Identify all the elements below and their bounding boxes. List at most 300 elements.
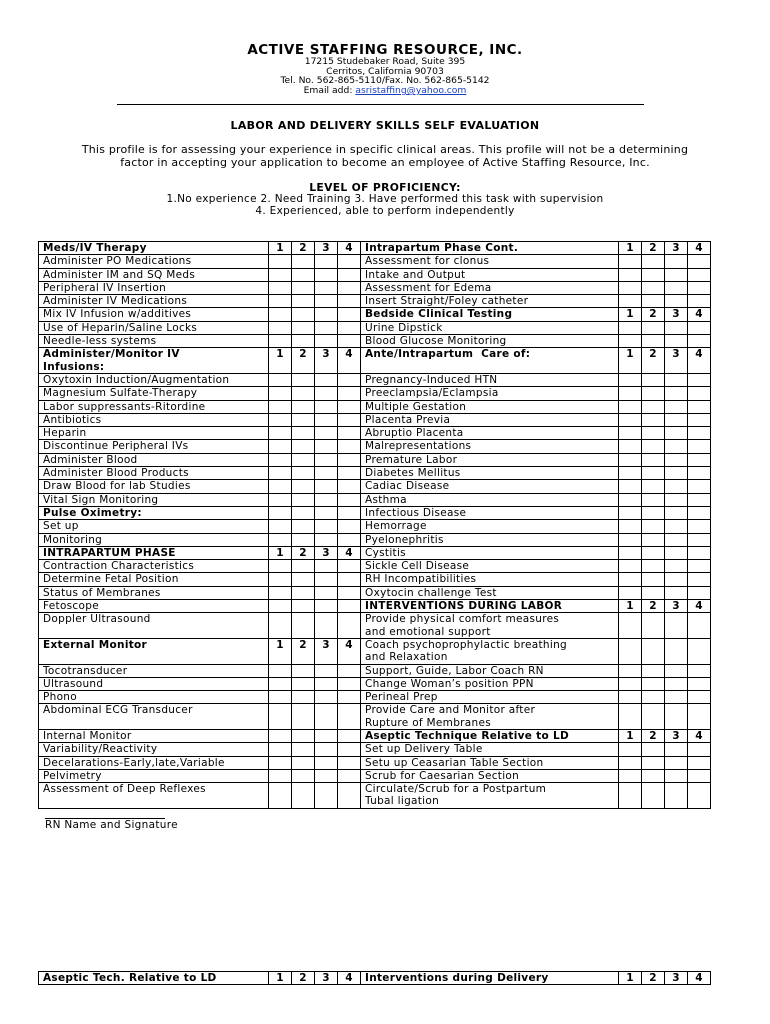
- level-3-cell[interactable]: [315, 268, 338, 281]
- level-2-cell[interactable]: [292, 783, 315, 809]
- level-4-cell[interactable]: [688, 480, 711, 493]
- level-3-cell[interactable]: [665, 440, 688, 453]
- level-3-cell[interactable]: [315, 308, 338, 321]
- level-1-cell[interactable]: [619, 783, 642, 809]
- level-3-cell[interactable]: [315, 453, 338, 466]
- level-3-cell[interactable]: 3: [665, 242, 688, 255]
- level-3-cell[interactable]: [315, 281, 338, 294]
- level-1-cell[interactable]: [269, 295, 292, 308]
- level-1-cell[interactable]: [619, 638, 642, 664]
- level-3-cell[interactable]: [665, 677, 688, 690]
- level-1-cell[interactable]: [269, 769, 292, 782]
- level-4-cell[interactable]: [338, 281, 361, 294]
- level-2-cell[interactable]: [292, 756, 315, 769]
- level-1-cell[interactable]: [269, 520, 292, 533]
- level-3-cell[interactable]: 3: [315, 546, 338, 559]
- level-1-cell[interactable]: [269, 586, 292, 599]
- level-4-cell[interactable]: [338, 427, 361, 440]
- level-3-cell[interactable]: [665, 743, 688, 756]
- level-2-cell[interactable]: [292, 677, 315, 690]
- level-3-cell[interactable]: [665, 546, 688, 559]
- level-3-cell[interactable]: 3: [665, 308, 688, 321]
- level-3-cell[interactable]: [315, 756, 338, 769]
- level-4-cell[interactable]: [688, 400, 711, 413]
- level-1-cell[interactable]: [269, 664, 292, 677]
- level-3-cell[interactable]: [665, 560, 688, 573]
- level-4-cell[interactable]: [338, 573, 361, 586]
- level-4-cell[interactable]: [688, 321, 711, 334]
- level-4-cell[interactable]: [688, 295, 711, 308]
- level-1-cell[interactable]: [269, 756, 292, 769]
- level-2-cell[interactable]: [642, 467, 665, 480]
- level-4-cell[interactable]: [688, 335, 711, 348]
- level-4-cell[interactable]: [338, 743, 361, 756]
- level-1-cell[interactable]: 1: [269, 242, 292, 255]
- level-1-cell[interactable]: [269, 281, 292, 294]
- level-1-cell[interactable]: [269, 321, 292, 334]
- level-1-cell[interactable]: [619, 573, 642, 586]
- level-1-cell[interactable]: [269, 480, 292, 493]
- level-2-cell[interactable]: [642, 520, 665, 533]
- level-1-cell[interactable]: [619, 691, 642, 704]
- level-2-cell[interactable]: [292, 769, 315, 782]
- level-1-cell[interactable]: 1: [619, 348, 642, 374]
- level-4-cell[interactable]: [688, 413, 711, 426]
- level-2-cell[interactable]: [292, 268, 315, 281]
- level-3-cell[interactable]: [315, 387, 338, 400]
- level-1-cell[interactable]: [619, 373, 642, 386]
- level-3-cell[interactable]: [665, 520, 688, 533]
- level-4-cell[interactable]: 4: [688, 242, 711, 255]
- level-3-cell[interactable]: [665, 281, 688, 294]
- level-3-cell[interactable]: [665, 255, 688, 268]
- level-2-cell[interactable]: [292, 387, 315, 400]
- level-3-cell[interactable]: [315, 255, 338, 268]
- level-2-cell[interactable]: [642, 335, 665, 348]
- level-4-cell[interactable]: [338, 506, 361, 519]
- level-1-cell[interactable]: [619, 321, 642, 334]
- level-3-cell[interactable]: [315, 560, 338, 573]
- level-3-cell[interactable]: [315, 467, 338, 480]
- level-1-cell[interactable]: [619, 677, 642, 690]
- level-1-cell[interactable]: [619, 268, 642, 281]
- level-3-cell[interactable]: [665, 453, 688, 466]
- level-3-cell[interactable]: [665, 769, 688, 782]
- level-2-cell[interactable]: [292, 255, 315, 268]
- level-4-cell[interactable]: 4: [338, 348, 361, 374]
- level-3-cell[interactable]: [315, 493, 338, 506]
- level-3-cell[interactable]: [315, 413, 338, 426]
- level-1-cell[interactable]: [619, 295, 642, 308]
- level-4-cell[interactable]: [688, 638, 711, 664]
- level-1-cell[interactable]: [619, 387, 642, 400]
- level-3-cell[interactable]: [315, 335, 338, 348]
- level-1-cell[interactable]: [619, 613, 642, 639]
- level-4-cell[interactable]: [688, 743, 711, 756]
- level-1-cell[interactable]: [619, 664, 642, 677]
- level-1-cell[interactable]: [269, 783, 292, 809]
- level-4-cell[interactable]: 4: [688, 600, 711, 613]
- level-1-cell[interactable]: [619, 480, 642, 493]
- level-3-cell[interactable]: [665, 413, 688, 426]
- level-2-cell[interactable]: [292, 573, 315, 586]
- level-3-cell[interactable]: [665, 704, 688, 730]
- level-4-cell[interactable]: [688, 756, 711, 769]
- level-2-cell[interactable]: [292, 664, 315, 677]
- level-3-cell[interactable]: [665, 638, 688, 664]
- level-1-cell[interactable]: 1: [269, 348, 292, 374]
- level-4-cell[interactable]: [688, 268, 711, 281]
- level-1-cell[interactable]: [619, 756, 642, 769]
- level-4-cell[interactable]: [688, 691, 711, 704]
- level-3-cell[interactable]: [665, 506, 688, 519]
- level-2-cell[interactable]: [292, 729, 315, 742]
- level-4-cell[interactable]: [688, 493, 711, 506]
- level-2-cell[interactable]: [642, 281, 665, 294]
- level-3-cell[interactable]: [665, 783, 688, 809]
- level-3-cell[interactable]: [315, 427, 338, 440]
- level-1-cell[interactable]: [269, 533, 292, 546]
- level-4-cell[interactable]: [688, 533, 711, 546]
- level-1-cell[interactable]: [269, 613, 292, 639]
- level-2-cell[interactable]: [292, 533, 315, 546]
- level-3-cell[interactable]: [315, 586, 338, 599]
- level-4-cell[interactable]: [338, 440, 361, 453]
- level-3-cell[interactable]: [315, 600, 338, 613]
- level-2-cell[interactable]: [642, 413, 665, 426]
- level-3-cell[interactable]: 3: [665, 729, 688, 742]
- email-link[interactable]: asristaffing@yahoo.com: [355, 85, 467, 96]
- level-4-cell[interactable]: 4: [688, 308, 711, 321]
- level-1-cell[interactable]: 1: [269, 638, 292, 664]
- level-1-cell[interactable]: [619, 546, 642, 559]
- level-4-cell[interactable]: [338, 560, 361, 573]
- level-4-cell[interactable]: [338, 664, 361, 677]
- level-4-cell[interactable]: 4: [688, 348, 711, 374]
- level-4-cell[interactable]: [688, 520, 711, 533]
- level-3-cell[interactable]: [315, 743, 338, 756]
- level-3-cell[interactable]: 3: [665, 600, 688, 613]
- level-2-cell[interactable]: [292, 600, 315, 613]
- level-2-cell[interactable]: [292, 281, 315, 294]
- level-1-cell[interactable]: [619, 400, 642, 413]
- level-2-cell[interactable]: 2: [292, 242, 315, 255]
- level-2-cell[interactable]: [642, 533, 665, 546]
- level-2-cell[interactable]: [642, 638, 665, 664]
- level-2-cell[interactable]: [292, 743, 315, 756]
- level-2-cell[interactable]: 2: [292, 348, 315, 374]
- level-4-cell[interactable]: [688, 387, 711, 400]
- level-1-cell[interactable]: [269, 743, 292, 756]
- level-4-cell[interactable]: [338, 387, 361, 400]
- level-3-cell[interactable]: [315, 573, 338, 586]
- level-3-cell[interactable]: [315, 664, 338, 677]
- level-1-cell[interactable]: [269, 600, 292, 613]
- level-3-cell[interactable]: [315, 506, 338, 519]
- level-4-cell[interactable]: [688, 664, 711, 677]
- level-1-cell[interactable]: [619, 440, 642, 453]
- level-3-cell[interactable]: [665, 467, 688, 480]
- level-1-cell[interactable]: [269, 691, 292, 704]
- level-1-cell[interactable]: [619, 506, 642, 519]
- level-2-cell[interactable]: [642, 268, 665, 281]
- level-1-cell[interactable]: [269, 373, 292, 386]
- level-1-cell[interactable]: 1: [619, 242, 642, 255]
- level-1-cell[interactable]: [269, 453, 292, 466]
- level-4-cell[interactable]: [688, 704, 711, 730]
- level-1-cell[interactable]: [619, 281, 642, 294]
- level-3-cell[interactable]: [665, 400, 688, 413]
- level-3-cell[interactable]: 3: [665, 348, 688, 374]
- level-1-cell[interactable]: [619, 769, 642, 782]
- level-4-cell[interactable]: [688, 453, 711, 466]
- level-1-cell[interactable]: [269, 493, 292, 506]
- level-2-cell[interactable]: [292, 467, 315, 480]
- level-4-cell[interactable]: [338, 467, 361, 480]
- level-4-cell[interactable]: [688, 373, 711, 386]
- level-1-cell[interactable]: [619, 255, 642, 268]
- level-2-cell[interactable]: [642, 783, 665, 809]
- level-1-cell[interactable]: 1: [269, 546, 292, 559]
- level-4-cell[interactable]: [688, 677, 711, 690]
- level-2-cell[interactable]: [292, 453, 315, 466]
- level-2-cell[interactable]: [642, 453, 665, 466]
- level-3-cell[interactable]: [665, 373, 688, 386]
- level-2-cell[interactable]: 2: [642, 348, 665, 374]
- level-3-cell[interactable]: [315, 321, 338, 334]
- level-2-cell[interactable]: [292, 413, 315, 426]
- level-3-cell[interactable]: 3: [315, 348, 338, 374]
- level-4-cell[interactable]: [338, 335, 361, 348]
- level-2-cell[interactable]: 2: [292, 638, 315, 664]
- level-3-cell[interactable]: [315, 783, 338, 809]
- level-2-cell[interactable]: [292, 400, 315, 413]
- level-3-cell[interactable]: [315, 295, 338, 308]
- level-4-cell[interactable]: [338, 600, 361, 613]
- level-2-cell[interactable]: [642, 321, 665, 334]
- level-4-cell[interactable]: [338, 520, 361, 533]
- level-4-cell[interactable]: [338, 493, 361, 506]
- level-3-cell[interactable]: [665, 480, 688, 493]
- level-3-cell[interactable]: [315, 613, 338, 639]
- level-4-cell[interactable]: [338, 613, 361, 639]
- level-4-cell[interactable]: [688, 427, 711, 440]
- level-4-cell[interactable]: [338, 769, 361, 782]
- level-4-cell[interactable]: 4: [338, 638, 361, 664]
- level-4-cell[interactable]: [688, 546, 711, 559]
- level-4-cell[interactable]: [338, 704, 361, 730]
- level-3-cell[interactable]: [315, 729, 338, 742]
- level-1-cell[interactable]: [619, 413, 642, 426]
- level-2-cell[interactable]: [292, 586, 315, 599]
- level-2-cell[interactable]: [292, 295, 315, 308]
- level-4-cell[interactable]: [688, 281, 711, 294]
- level-2-cell[interactable]: [292, 493, 315, 506]
- level-3-cell[interactable]: [315, 440, 338, 453]
- level-3-cell[interactable]: [665, 613, 688, 639]
- level-4-cell[interactable]: [688, 613, 711, 639]
- level-2-cell[interactable]: [642, 573, 665, 586]
- level-1-cell[interactable]: [269, 440, 292, 453]
- level-2-cell[interactable]: [292, 691, 315, 704]
- level-4-cell[interactable]: [338, 783, 361, 809]
- level-3-cell[interactable]: [315, 691, 338, 704]
- level-2-cell[interactable]: [642, 769, 665, 782]
- level-1-cell[interactable]: [269, 506, 292, 519]
- level-1-cell[interactable]: [619, 520, 642, 533]
- level-3-cell[interactable]: [315, 677, 338, 690]
- level-1-cell[interactable]: [619, 427, 642, 440]
- level-3-cell[interactable]: [315, 480, 338, 493]
- level-3-cell[interactable]: [665, 295, 688, 308]
- level-3-cell[interactable]: [665, 335, 688, 348]
- level-2-cell[interactable]: [642, 704, 665, 730]
- level-4-cell[interactable]: [688, 573, 711, 586]
- level-2-cell[interactable]: [642, 560, 665, 573]
- level-4-cell[interactable]: [688, 783, 711, 809]
- level-2-cell[interactable]: [642, 586, 665, 599]
- level-4-cell[interactable]: [338, 677, 361, 690]
- level-2-cell[interactable]: [642, 480, 665, 493]
- level-4-cell[interactable]: [338, 373, 361, 386]
- level-2-cell[interactable]: [642, 440, 665, 453]
- level-1-cell[interactable]: [619, 533, 642, 546]
- level-4-cell[interactable]: [688, 769, 711, 782]
- level-4-cell[interactable]: [338, 691, 361, 704]
- level-1-cell[interactable]: [619, 453, 642, 466]
- level-3-cell[interactable]: [315, 400, 338, 413]
- level-1-cell[interactable]: [269, 335, 292, 348]
- level-2-cell[interactable]: [642, 691, 665, 704]
- level-3-cell[interactable]: [665, 268, 688, 281]
- level-4-cell[interactable]: [688, 560, 711, 573]
- level-4-cell[interactable]: [688, 586, 711, 599]
- level-4-cell[interactable]: [688, 467, 711, 480]
- level-2-cell[interactable]: [292, 373, 315, 386]
- level-4-cell[interactable]: [338, 321, 361, 334]
- level-1-cell[interactable]: [619, 335, 642, 348]
- level-2-cell[interactable]: 2: [642, 729, 665, 742]
- level-2-cell[interactable]: [642, 493, 665, 506]
- level-1-cell[interactable]: 1: [619, 729, 642, 742]
- level-2-cell[interactable]: [292, 704, 315, 730]
- level-1-cell[interactable]: [269, 387, 292, 400]
- level-1-cell[interactable]: [269, 308, 292, 321]
- level-4-cell[interactable]: [338, 308, 361, 321]
- level-2-cell[interactable]: [292, 506, 315, 519]
- level-3-cell[interactable]: [665, 691, 688, 704]
- level-1-cell[interactable]: [619, 586, 642, 599]
- level-4-cell[interactable]: [338, 729, 361, 742]
- level-3-cell[interactable]: [315, 704, 338, 730]
- level-2-cell[interactable]: [642, 677, 665, 690]
- level-1-cell[interactable]: [619, 743, 642, 756]
- level-4-cell[interactable]: [338, 586, 361, 599]
- level-2-cell[interactable]: [292, 335, 315, 348]
- level-3-cell[interactable]: [665, 533, 688, 546]
- level-3-cell[interactable]: [315, 769, 338, 782]
- level-3-cell[interactable]: [665, 756, 688, 769]
- level-2-cell[interactable]: [642, 295, 665, 308]
- level-2-cell[interactable]: [292, 308, 315, 321]
- level-3-cell[interactable]: [665, 573, 688, 586]
- level-1-cell[interactable]: [269, 427, 292, 440]
- level-4-cell[interactable]: 4: [688, 729, 711, 742]
- level-4-cell[interactable]: 4: [338, 242, 361, 255]
- level-1-cell[interactable]: [269, 560, 292, 573]
- level-3-cell[interactable]: [665, 387, 688, 400]
- level-4-cell[interactable]: [688, 255, 711, 268]
- level-3-cell[interactable]: [665, 664, 688, 677]
- level-2-cell[interactable]: [292, 321, 315, 334]
- level-2-cell[interactable]: [292, 427, 315, 440]
- level-2-cell[interactable]: [292, 520, 315, 533]
- level-2-cell[interactable]: [642, 373, 665, 386]
- level-3-cell[interactable]: 3: [315, 242, 338, 255]
- level-3-cell[interactable]: [665, 321, 688, 334]
- level-1-cell[interactable]: [619, 704, 642, 730]
- level-1-cell[interactable]: 1: [619, 308, 642, 321]
- level-4-cell[interactable]: [338, 400, 361, 413]
- level-1-cell[interactable]: [269, 704, 292, 730]
- level-4-cell[interactable]: 4: [338, 546, 361, 559]
- level-1-cell[interactable]: [619, 467, 642, 480]
- level-1-cell[interactable]: [269, 268, 292, 281]
- level-3-cell[interactable]: [315, 533, 338, 546]
- level-1-cell[interactable]: [269, 400, 292, 413]
- level-3-cell[interactable]: 3: [315, 638, 338, 664]
- level-2-cell[interactable]: [642, 400, 665, 413]
- level-2-cell[interactable]: [642, 743, 665, 756]
- level-1-cell[interactable]: [619, 560, 642, 573]
- level-4-cell[interactable]: [338, 268, 361, 281]
- level-1-cell[interactable]: [269, 413, 292, 426]
- level-4-cell[interactable]: [338, 413, 361, 426]
- level-2-cell[interactable]: [642, 613, 665, 639]
- level-3-cell[interactable]: [665, 427, 688, 440]
- level-2-cell[interactable]: [642, 387, 665, 400]
- level-2-cell[interactable]: 2: [642, 242, 665, 255]
- level-1-cell[interactable]: [269, 573, 292, 586]
- level-1-cell[interactable]: 1: [619, 600, 642, 613]
- level-4-cell[interactable]: [338, 453, 361, 466]
- level-1-cell[interactable]: [269, 677, 292, 690]
- level-4-cell[interactable]: [338, 480, 361, 493]
- level-1-cell[interactable]: [269, 255, 292, 268]
- level-4-cell[interactable]: [688, 506, 711, 519]
- level-2-cell[interactable]: [292, 613, 315, 639]
- level-4-cell[interactable]: [688, 440, 711, 453]
- level-3-cell[interactable]: [315, 520, 338, 533]
- level-3-cell[interactable]: [665, 586, 688, 599]
- level-2-cell[interactable]: [292, 560, 315, 573]
- level-2-cell[interactable]: [292, 440, 315, 453]
- level-2-cell[interactable]: [642, 506, 665, 519]
- level-4-cell[interactable]: [338, 295, 361, 308]
- level-2-cell[interactable]: [292, 480, 315, 493]
- level-2-cell[interactable]: [642, 255, 665, 268]
- level-2-cell[interactable]: [642, 664, 665, 677]
- level-2-cell[interactable]: [642, 427, 665, 440]
- level-2-cell[interactable]: [642, 756, 665, 769]
- level-2-cell[interactable]: [642, 546, 665, 559]
- level-4-cell[interactable]: [338, 756, 361, 769]
- level-1-cell[interactable]: [269, 467, 292, 480]
- level-1-cell[interactable]: [619, 493, 642, 506]
- level-4-cell[interactable]: [338, 533, 361, 546]
- level-2-cell[interactable]: 2: [292, 546, 315, 559]
- level-3-cell[interactable]: [315, 373, 338, 386]
